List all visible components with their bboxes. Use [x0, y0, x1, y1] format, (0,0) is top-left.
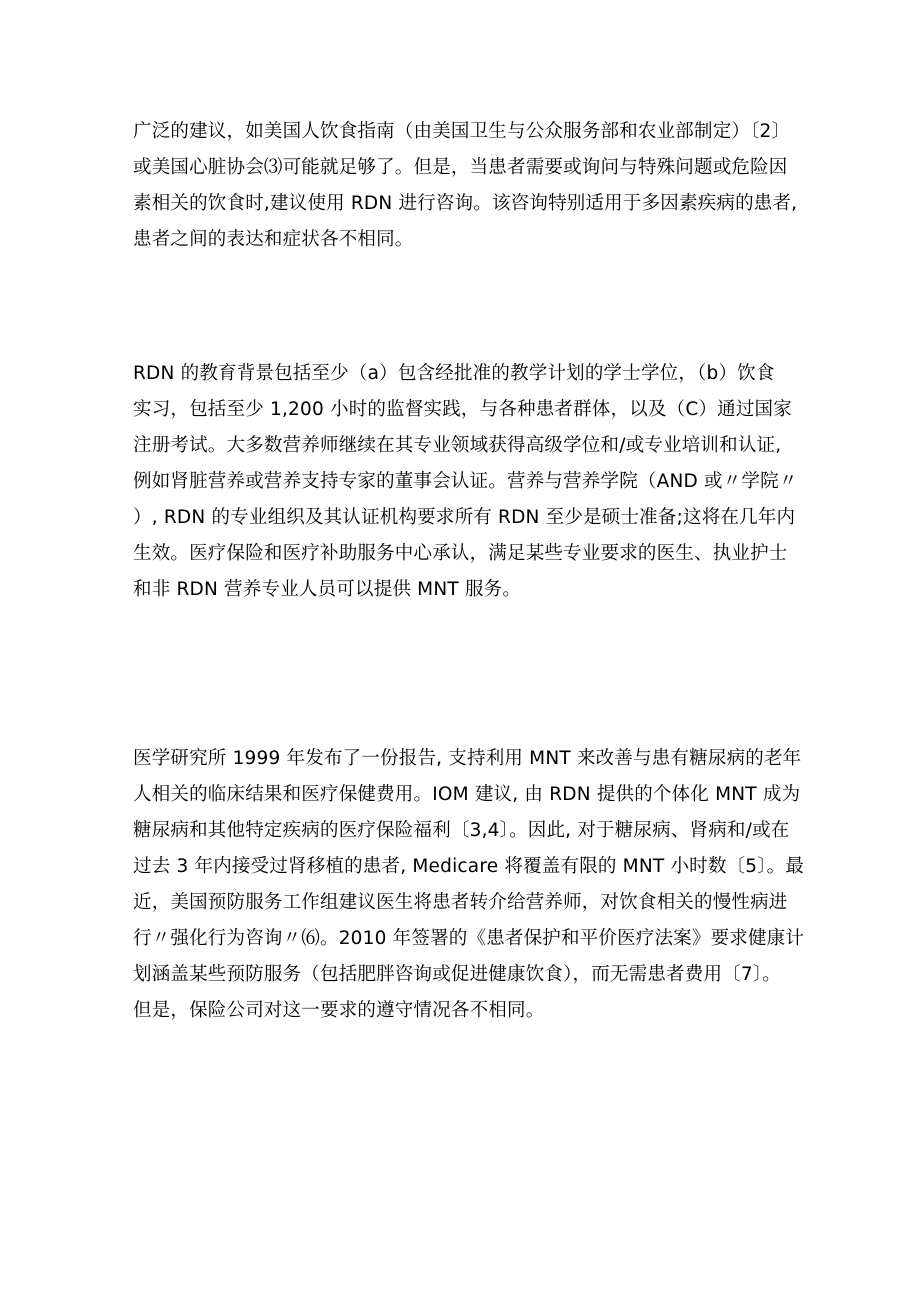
text-line: 糖尿病和其他特定疾病的医疗保险福利〔3,4〕。因此, 对于糖尿病、肾病和/或在	[133, 820, 790, 841]
text-line: 患者之间的表达和症状各不相同。	[133, 229, 414, 250]
paragraph-iom-report	[133, 741, 805, 1029]
text-line: 行〃强化行为咨询〃⑹。2010 年签署的《患者保护和平价医疗法案》要求健康计	[133, 928, 805, 949]
text-line: 实习，包括至少 1,200 小时的监督实践，与各种患者群体，以及（C）通过国家	[133, 399, 792, 420]
text-line: 和非 RDN 营养专业人员可以提供 MNT 服务。	[133, 579, 522, 600]
text-line: 或美国心脏协会⑶可能就足够了。但是，当患者需要或询问与特殊问题或危险因	[133, 157, 788, 178]
text-line: 例如肾脏营养或营养支持专家的董事会认证。营养与营养学院（AND 或〃学院〃	[133, 471, 798, 492]
paragraph-diet-consultation	[133, 114, 798, 258]
text-line: ）, RDN 的专业组织及其认证机构要求所有 RDN 至少是硕士准备;这将在几年内	[133, 507, 796, 528]
text-line: 生效。医疗保险和医疗补助服务中心承认，满足某些专业要求的医生、执业护士	[133, 543, 788, 564]
text-line: 近，美国预防服务工作组建议医生将患者转介给营养师，对饮食相关的慢性病进	[133, 892, 788, 913]
paragraph-rdn-education	[133, 356, 798, 608]
text-line: RDN 的教育背景包括至少（a）包含经批准的教学计划的学士学位，（b）饮食	[133, 363, 775, 384]
text-line: 人相关的临床结果和医疗保健费用。IOM 建议, 由 RDN 提供的个体化 MNT 成为	[133, 784, 801, 805]
text-line: 广泛的建议，如美国人饮食指南（由美国卫生与公众服务部和农业部制定）〔2〕	[133, 121, 791, 142]
text-line: 医学研究所 1999 年发布了一份报告, 支持利用 MNT 来改善与患有糖尿病的老年	[133, 748, 802, 769]
text-line: 但是，保险公司对这一要求的遵守情况各不相同。	[133, 1000, 545, 1021]
text-line: 注册考试。大多数营养师继续在其专业领域获得高级学位和/或专业培训和认证,	[133, 435, 782, 456]
text-line: 素相关的饮食时,建议使用 RDN 进行咨询。该咨询特别适用于多因素疾病的患者,	[133, 193, 798, 214]
text-line: 过去 3 年内接受过肾移植的患者, Medicare 将覆盖有限的 MNT 小时数〔5〕。最	[133, 856, 805, 877]
text-line: 划涵盖某些预防服务（包括肥胖咨询或促进健康饮食），而无需患者费用〔7〕。	[133, 964, 781, 985]
